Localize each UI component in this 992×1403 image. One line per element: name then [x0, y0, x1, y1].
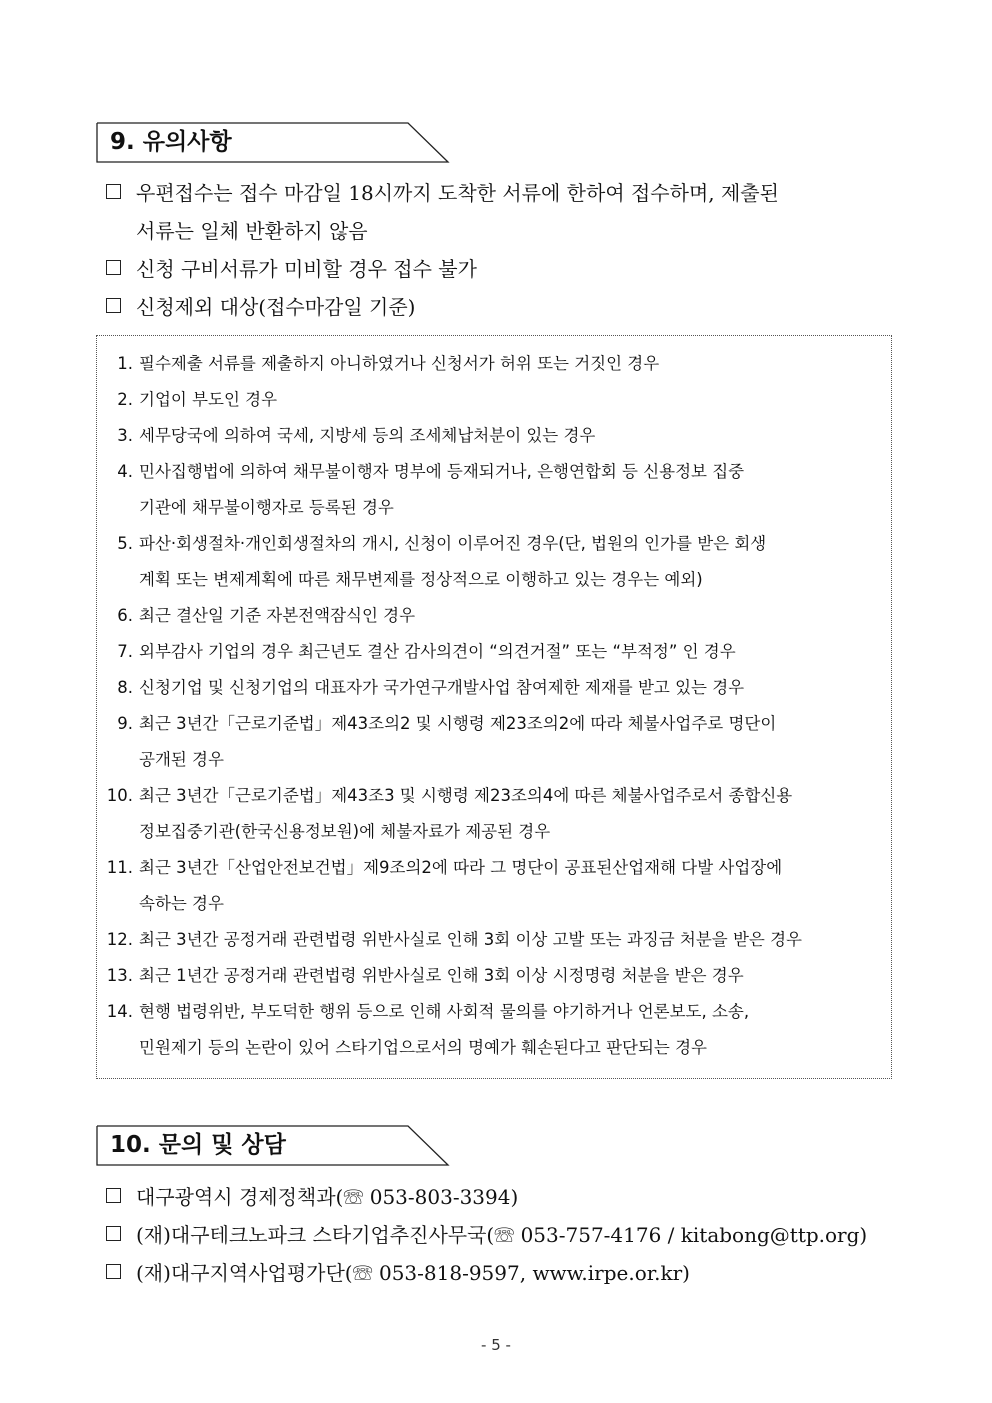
checkbox-icon: [106, 298, 121, 313]
exclusion-condition-number: 5.: [117, 534, 133, 553]
exclusion-condition: [97, 382, 891, 418]
exclusion-conditions-box: [96, 335, 892, 1079]
exclusion-condition: [97, 598, 891, 634]
section-10-contact-list: [106, 1178, 886, 1292]
notice-item-1-text: 우편접수는 접수 마감일 18시까지 도착한 서류에 한하여 접수하며, 제출된: [136, 181, 779, 205]
exclusion-condition-number: 8.: [117, 678, 133, 697]
exclusion-condition: [97, 418, 891, 454]
exclusion-condition-number: 11.: [106, 858, 133, 877]
checkbox-icon: [106, 1226, 121, 1241]
section-10-header: [96, 1125, 448, 1166]
exclusion-condition-number: 9.: [117, 714, 133, 733]
exclusion-condition-text: 민원제기 등의 논란이 있어 스타기업으로서의 명예가 훼손된다고 판단되는 경우: [139, 1038, 707, 1057]
exclusion-condition: [97, 922, 891, 958]
notice-item-2: [106, 250, 886, 288]
exclusion-condition-number: 1.: [117, 354, 133, 373]
exclusion-condition-number: 13.: [106, 966, 133, 985]
exclusion-condition-text: 신청기업 및 신청기업의 대표자가 국가연구개발사업 참여제한 제재를 받고 있는 경우: [139, 678, 745, 697]
section-9-header: [96, 122, 448, 163]
exclusion-condition-number: 2.: [117, 390, 133, 409]
exclusion-condition-continuation: [97, 490, 891, 526]
exclusion-condition: [97, 850, 891, 886]
exclusion-condition-text: 세무당국에 의하여 국세, 지방세 등의 조세체납처분이 있는 경우: [139, 426, 596, 445]
checkbox-icon: [106, 1188, 121, 1203]
exclusion-condition-number: 6.: [117, 606, 133, 625]
exclusion-condition-number: 10.: [106, 786, 133, 805]
exclusion-condition-number: 7.: [117, 642, 133, 661]
section-9-checklist: [106, 174, 886, 326]
exclusion-condition-text: 최근 1년간 공정거래 관련법령 위반사실로 인해 3회 이상 시정명령 처분을 받은 경우: [139, 966, 744, 985]
exclusion-condition-text: 필수제출 서류를 제출하지 아니하였거나 신청서가 허위 또는 거짓인 경우: [139, 354, 660, 373]
contact-item-2-text: (재)대구테크노파크 스타기업추진사무국(☏ 053-757-4176 / kitabong@ttp.org): [136, 1223, 868, 1247]
exclusion-condition: [97, 958, 891, 994]
notice-item-3: [106, 288, 886, 326]
exclusion-condition-continuation: [97, 886, 891, 922]
contact-item-3-text: (재)대구지역사업평가단(☏ 053-818-9597, www.irpe.or.kr): [136, 1261, 690, 1285]
notice-item-1: [106, 174, 886, 250]
exclusion-condition-text: 최근 3년간「근로기준법」제43조3 및 시행령 제23조의4에 따른 체불사업주로서 종합신용: [139, 786, 793, 805]
checkbox-icon: [106, 260, 121, 275]
exclusion-condition-number: 4.: [117, 462, 133, 481]
exclusion-condition-text: 속하는 경우: [139, 894, 224, 913]
notice-item-3-text: 신청제외 대상(접수마감일 기준): [136, 295, 416, 319]
exclusion-condition-text: 현행 법령위반, 부도덕한 행위 등으로 인해 사회적 물의를 야기하거나 언론보도, 소송,: [139, 1002, 750, 1021]
exclusion-condition: [97, 634, 891, 670]
exclusion-condition: [97, 994, 891, 1030]
exclusion-condition-text: 정보집중기관(한국신용정보원)에 체불자료가 제공된 경우: [139, 822, 551, 841]
exclusion-condition-continuation: [97, 742, 891, 778]
exclusion-condition-continuation: [97, 814, 891, 850]
checkbox-icon: [106, 184, 121, 199]
exclusion-condition-text: 최근 3년간 공정거래 관련법령 위반사실로 인해 3회 이상 고발 또는 과징금 처분을 받은 경우: [139, 930, 802, 949]
notice-item-2-text: 신청 구비서류가 미비할 경우 접수 불가: [136, 257, 477, 281]
exclusion-condition-text: 최근 3년간「산업안전보건법」제9조의2에 따라 그 명단이 공표된산업재해 다발 사업장에: [139, 858, 783, 877]
exclusion-condition: [97, 346, 891, 382]
exclusion-condition-continuation: [97, 1030, 891, 1066]
checkbox-icon: [106, 1264, 121, 1279]
exclusion-condition-text: 기관에 채무불이행자로 등록된 경우: [139, 498, 394, 517]
exclusion-condition-text: 최근 3년간「근로기준법」제43조의2 및 시행령 제23조의2에 따라 체불사업주로 명단이: [139, 714, 777, 733]
section-9-title: 9. 유의사항: [110, 129, 232, 155]
exclusion-condition-text: 외부감사 기업의 경우 최근년도 결산 감사의견이 “의견거절” 또는 “부적정” 인 경우: [139, 642, 736, 661]
exclusion-conditions-list: [97, 346, 891, 1066]
exclusion-condition-text: 민사집행법에 의하여 채무불이행자 명부에 등재되거나, 은행연합회 등 신용정보 집중: [139, 462, 745, 481]
exclusion-condition-continuation: [97, 562, 891, 598]
contact-item-1: [106, 1178, 886, 1216]
exclusion-condition-number: 12.: [106, 930, 133, 949]
exclusion-condition-number: 3.: [117, 426, 133, 445]
exclusion-condition-text: 최근 결산일 기준 자본전액잠식인 경우: [139, 606, 416, 625]
section-10-title: 10. 문의 및 상담: [110, 1132, 286, 1158]
exclusion-condition-text: 공개된 경우: [139, 750, 224, 769]
contact-item-1-text: 대구광역시 경제정책과(☏ 053-803-3394): [136, 1185, 519, 1209]
contact-item-3: [106, 1254, 886, 1292]
exclusion-condition: [97, 706, 891, 742]
exclusion-condition-text: 기업이 부도인 경우: [139, 390, 278, 409]
notice-item-1-continuation: 서류는 일체 반환하지 않음: [136, 219, 368, 243]
exclusion-condition: [97, 778, 891, 814]
contact-item-2: [106, 1216, 886, 1254]
exclusion-condition-text: 파산·회생절차·개인회생절차의 개시, 신청이 이루어진 경우(단, 법원의 인가를 받은 회생: [139, 534, 767, 553]
exclusion-condition: [97, 454, 891, 490]
page-number: - 5 -: [481, 1336, 511, 1354]
exclusion-condition: [97, 526, 891, 562]
exclusion-condition: [97, 670, 891, 706]
exclusion-condition-text: 계획 또는 변제계획에 따른 채무변제를 정상적으로 이행하고 있는 경우는 예외): [139, 570, 703, 589]
exclusion-condition-number: 14.: [106, 1002, 133, 1021]
